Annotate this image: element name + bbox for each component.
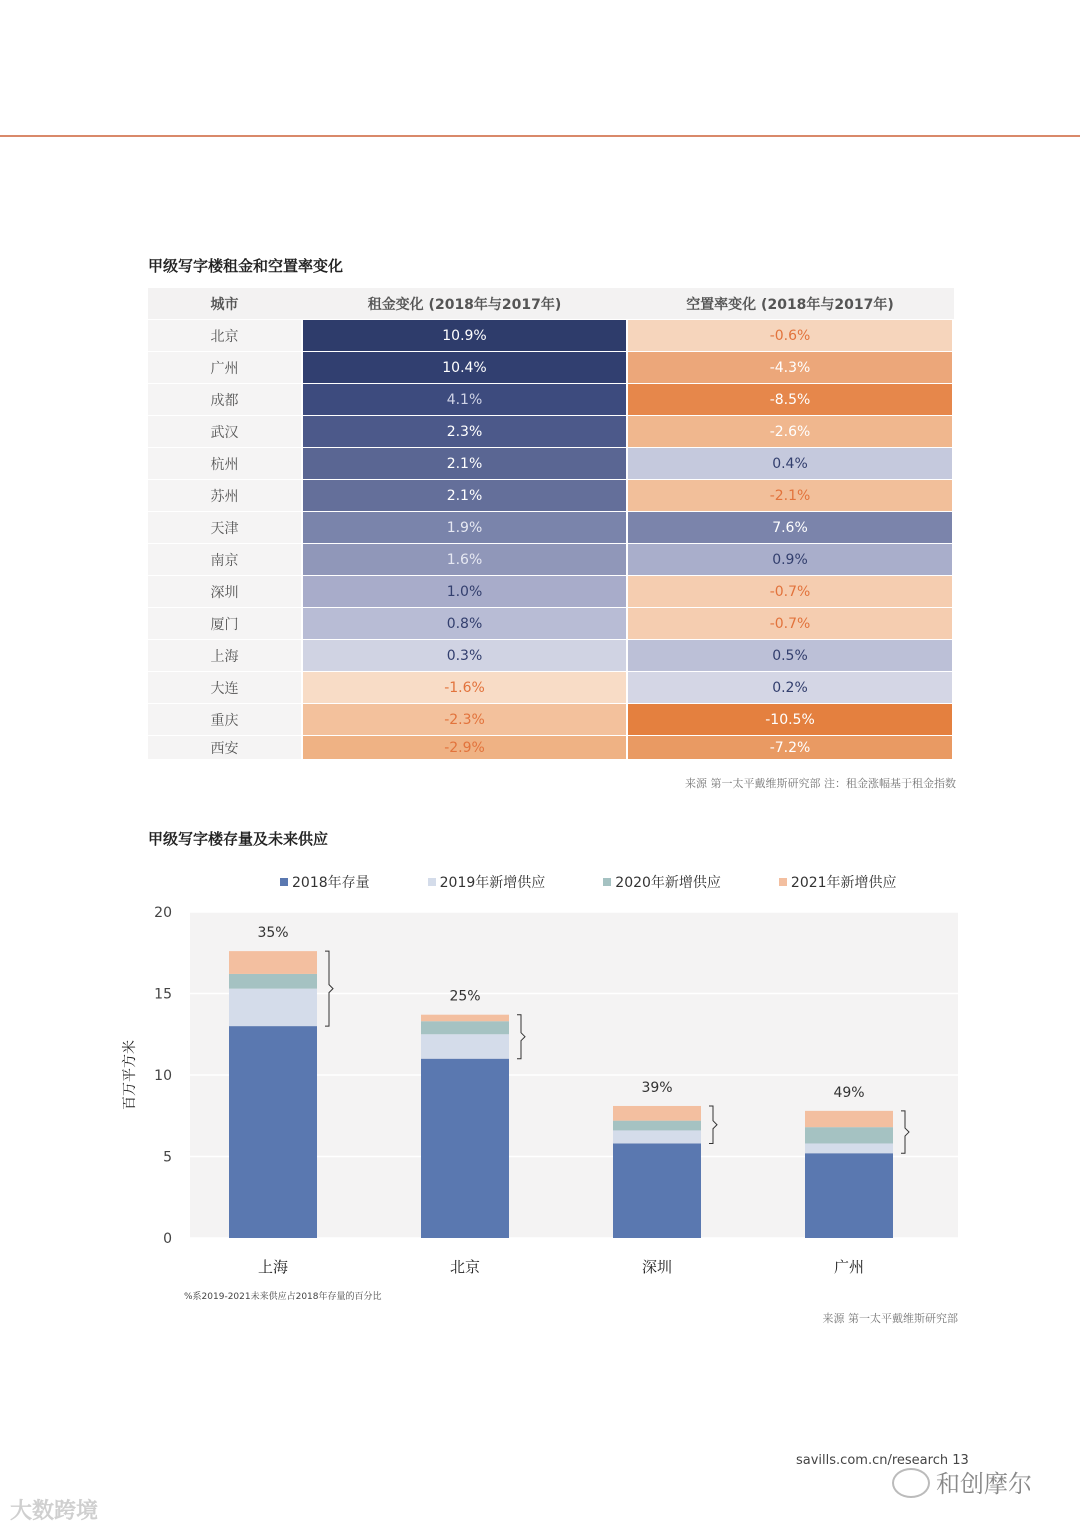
table-row bbox=[148, 608, 954, 639]
vacancy-change-cell: -0.6% bbox=[628, 320, 952, 351]
wechat-icon bbox=[892, 1468, 930, 1498]
rent-change-cell: 1.6% bbox=[303, 544, 626, 575]
legend-swatch bbox=[280, 878, 288, 886]
table-row bbox=[148, 416, 954, 447]
y-tick-label: 0 bbox=[163, 1231, 172, 1247]
vacancy-change-cell: -10.5% bbox=[628, 704, 952, 735]
vacancy-change-cell: -7.2% bbox=[628, 736, 952, 759]
legend-item bbox=[603, 872, 721, 892]
bar-segment bbox=[805, 1153, 893, 1238]
legend-item bbox=[280, 872, 370, 892]
rent-change-cell: -2.3% bbox=[303, 704, 626, 735]
rent-change-cell: 10.9% bbox=[303, 320, 626, 351]
chart-footnote: %系2019-2021未来供应占2018年存量的百分比 bbox=[184, 1292, 382, 1302]
rent-change-cell: 4.1% bbox=[303, 384, 626, 415]
bar-segment bbox=[613, 1130, 701, 1143]
bar-annotation: 39% bbox=[641, 1079, 673, 1096]
chart-title: 甲级写字楼存量及未来供应 bbox=[148, 830, 329, 848]
table-title: 甲级写字楼租金和空置率变化 bbox=[148, 257, 344, 275]
legend-label: 2018年存量 bbox=[292, 875, 370, 891]
bar-segment bbox=[613, 1106, 701, 1121]
city-cell: 苏州 bbox=[148, 480, 301, 511]
watermark-corner: 大数跨境 bbox=[10, 1499, 99, 1524]
bar-segment bbox=[805, 1127, 893, 1143]
table-row bbox=[148, 704, 954, 735]
table-row bbox=[148, 736, 954, 759]
rent-change-cell: -2.9% bbox=[303, 736, 626, 759]
legend-item bbox=[428, 872, 546, 892]
x-tick-label: 深圳 bbox=[641, 1258, 673, 1276]
table-header bbox=[148, 288, 954, 319]
table-row bbox=[148, 480, 954, 511]
vacancy-change-cell: 0.2% bbox=[628, 672, 952, 703]
bar-segment bbox=[421, 1015, 509, 1022]
bar-segment bbox=[229, 1026, 317, 1238]
bar-annotation: 49% bbox=[833, 1084, 865, 1101]
vacancy-change-cell: 0.5% bbox=[628, 640, 952, 671]
rent-change-cell: 10.4% bbox=[303, 352, 626, 383]
city-cell: 上海 bbox=[148, 640, 301, 671]
rent-change-cell: 2.1% bbox=[303, 480, 626, 511]
y-tick-label: 5 bbox=[163, 1149, 172, 1166]
y-tick-label: 10 bbox=[154, 1068, 172, 1084]
rent-change-cell: 2.3% bbox=[303, 416, 626, 447]
rent-change-cell: 1.9% bbox=[303, 512, 626, 543]
table-row bbox=[148, 320, 954, 351]
table-row bbox=[148, 544, 954, 575]
vacancy-change-cell: -2.1% bbox=[628, 480, 952, 511]
table-row bbox=[148, 640, 954, 671]
x-tick-label: 广州 bbox=[833, 1258, 865, 1276]
vacancy-change-cell: -0.7% bbox=[628, 608, 952, 639]
vacancy-change-cell: 0.4% bbox=[628, 448, 952, 479]
city-cell: 南京 bbox=[148, 544, 301, 575]
bar-segment bbox=[805, 1111, 893, 1127]
legend-label: 2021年新增供应 bbox=[790, 875, 897, 891]
y-tick-label: 20 bbox=[154, 905, 172, 921]
stacked-bar-chart bbox=[110, 900, 980, 1290]
legend-label: 2019年新增供应 bbox=[439, 875, 546, 891]
bar-segment bbox=[229, 974, 317, 989]
top-rule bbox=[0, 135, 1080, 137]
bar-segment bbox=[613, 1121, 701, 1131]
bar-segment bbox=[613, 1143, 701, 1238]
vacancy-change-cell: -4.3% bbox=[628, 352, 952, 383]
watermark-brand: 和创摩尔 bbox=[936, 1470, 1032, 1498]
legend-swatch bbox=[603, 878, 611, 886]
bar-segment bbox=[229, 951, 317, 974]
header-rent: 租金变化 (2018年与2017年) bbox=[367, 296, 562, 313]
vacancy-change-cell: -8.5% bbox=[628, 384, 952, 415]
city-cell: 杭州 bbox=[148, 448, 301, 479]
chart-source: 来源 第一太平戴维斯研究部 bbox=[822, 1312, 958, 1325]
legend-swatch bbox=[428, 878, 436, 886]
city-cell: 广州 bbox=[148, 352, 301, 383]
city-cell: 天津 bbox=[148, 512, 301, 543]
bar-segment bbox=[421, 1059, 509, 1238]
footer-url: savills.com.cn/research 13 bbox=[796, 1453, 969, 1468]
table-row bbox=[148, 384, 954, 415]
city-cell: 北京 bbox=[148, 320, 301, 351]
vacancy-change-cell: -2.6% bbox=[628, 416, 952, 447]
legend-item bbox=[779, 872, 897, 892]
x-tick-label: 上海 bbox=[257, 1258, 289, 1276]
city-cell: 厦门 bbox=[148, 608, 301, 639]
header-city: 城市 bbox=[210, 296, 239, 313]
rent-change-cell: -1.6% bbox=[303, 672, 626, 703]
rent-change-cell: 0.8% bbox=[303, 608, 626, 639]
x-tick-label: 北京 bbox=[449, 1258, 481, 1276]
rent-change-cell: 1.0% bbox=[303, 576, 626, 607]
city-cell: 重庆 bbox=[148, 704, 301, 735]
y-axis-label: 百万平方米 bbox=[122, 1040, 138, 1110]
rent-change-cell: 2.1% bbox=[303, 448, 626, 479]
table-row bbox=[148, 512, 954, 543]
rent-change-cell: 0.3% bbox=[303, 640, 626, 671]
header-vacancy: 空置率变化 (2018年与2017年) bbox=[686, 296, 894, 313]
table-source: 来源 第一太平戴维斯研究部 注：租金涨幅基于租金指数 bbox=[685, 777, 956, 790]
city-cell: 大连 bbox=[148, 672, 301, 703]
table-row bbox=[148, 576, 954, 607]
city-cell: 武汉 bbox=[148, 416, 301, 447]
y-tick-label: 15 bbox=[154, 986, 172, 1003]
legend-label: 2020年新增供应 bbox=[615, 875, 721, 891]
vacancy-change-cell: 7.6% bbox=[628, 512, 952, 543]
vacancy-change-cell: 0.9% bbox=[628, 544, 952, 575]
bar-segment bbox=[805, 1143, 893, 1153]
table-row bbox=[148, 448, 954, 479]
vacancy-change-cell: -0.7% bbox=[628, 576, 952, 607]
bar-annotation: 25% bbox=[449, 988, 481, 1005]
heat-table bbox=[148, 288, 954, 760]
legend-swatch bbox=[779, 878, 787, 886]
city-cell: 深圳 bbox=[148, 576, 301, 607]
bar-segment bbox=[421, 1034, 509, 1058]
bar-segment bbox=[421, 1021, 509, 1034]
city-cell: 成都 bbox=[148, 384, 301, 415]
table-row bbox=[148, 672, 954, 703]
city-cell: 西安 bbox=[148, 736, 301, 759]
bar-annotation: 35% bbox=[257, 925, 289, 942]
bar-segment bbox=[229, 989, 317, 1026]
table-row bbox=[148, 352, 954, 383]
chart-legend bbox=[280, 872, 955, 892]
